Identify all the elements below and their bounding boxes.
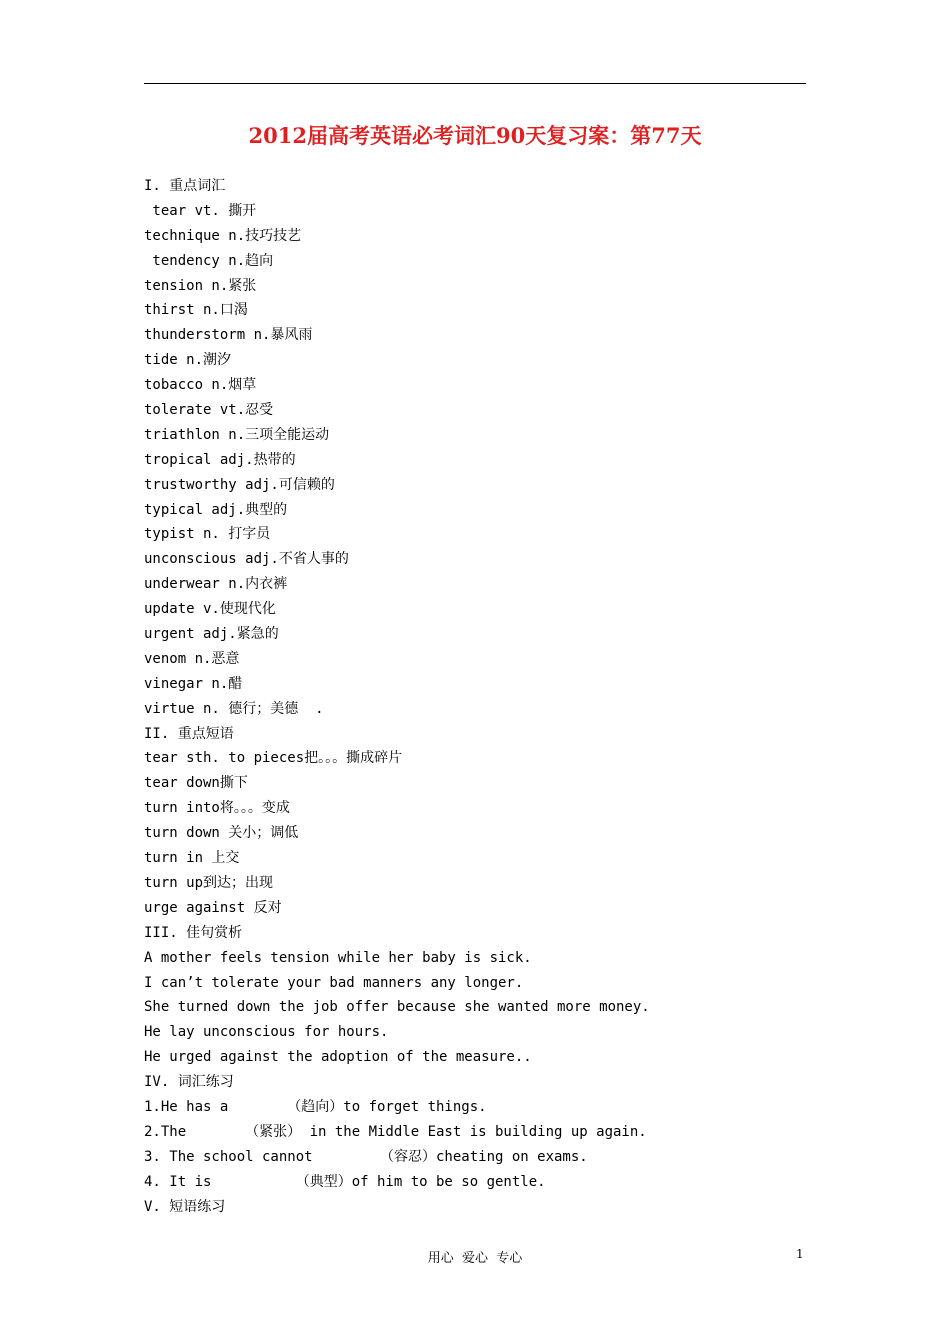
vocab-line: typical adj.典型的 <box>144 501 288 518</box>
sentence-line: He lay unconscious for hours. <box>144 1024 389 1041</box>
vocab-line: tear vt. 撕开 <box>144 202 257 219</box>
section-heading: III. 佳句赏析 <box>144 924 243 941</box>
vocab-line: triathlon n.三项全能运动 <box>144 426 330 443</box>
vocab-line: tendency n.趋向 <box>144 252 274 269</box>
sentence-line: I can’t tolerate your bad manners any longer. <box>144 974 524 991</box>
section-heading: V. 短语练习 <box>144 1198 226 1215</box>
vocab-line: tide n.潮汐 <box>144 352 232 369</box>
sentence-line: He urged against the adoption of the measure.. <box>144 1049 532 1066</box>
section-heading: IV. 词汇练习 <box>144 1074 234 1091</box>
phrase-line: tear down撕下 <box>144 775 248 792</box>
sentence-line: She turned down the job offer because she wanted more money. <box>144 999 650 1016</box>
vocab-line: underwear n.内衣裤 <box>144 576 288 593</box>
vocab-line: technique n.技巧技艺 <box>144 227 302 244</box>
vocab-line: urgent adj.紧急的 <box>144 626 279 643</box>
exercise-line: 2.The （紧张） in the Middle East is building up again. <box>144 1123 647 1140</box>
vocab-line: tension n.紧张 <box>144 277 257 294</box>
vocab-line: typist n. 打字员 <box>144 526 271 543</box>
page-footer: 用心 爱心 专心 <box>427 1251 523 1266</box>
phrase-line: tear sth. to pieces把。。。撕成碎片 <box>144 750 403 767</box>
vocab-line: update v.使现代化 <box>144 601 276 618</box>
exercise-line: 1.He has a （趋向）to forget things. <box>144 1098 487 1115</box>
phrase-line: turn down 关小；调低 <box>144 825 299 842</box>
section-heading: I. 重点词汇 <box>144 178 226 194</box>
exercise-line: 3. The school cannot （容忍）cheating on exams. <box>144 1148 588 1165</box>
vocab-line: trustworthy adj.可信赖的 <box>144 476 335 493</box>
document-body <box>144 174 806 1219</box>
vocab-line: unconscious adj.不省人事的 <box>144 551 349 568</box>
phrase-line: urge against 反对 <box>144 899 282 916</box>
vocab-line: virtue n. 德行；美德 . <box>144 700 324 717</box>
header-rule <box>144 83 806 84</box>
vocab-line: thirst n.口渴 <box>144 302 248 319</box>
vocab-line: tolerate vt.忍受 <box>144 402 274 419</box>
page-number: 1 <box>796 1247 804 1261</box>
phrase-line: turn in 上交 <box>144 850 240 867</box>
phrase-line: turn up到达；出现 <box>144 874 274 891</box>
vocab-line: vinegar n.醋 <box>144 675 243 692</box>
exercise-line: 4. It is （典型）of him to be so gentle. <box>144 1173 546 1190</box>
vocab-line: venom n.恶意 <box>144 650 240 667</box>
vocab-line: thunderstorm n.暴风雨 <box>144 327 313 344</box>
sentence-line: A mother feels tension while her baby is sick. <box>144 949 532 966</box>
vocab-line: tobacco n.烟草 <box>144 377 257 394</box>
document-title: 2012届高考英语必考词汇90天复习案：第77天 <box>248 123 702 148</box>
section-heading: II. 重点短语 <box>144 725 234 742</box>
phrase-line: turn into将。。。变成 <box>144 800 290 817</box>
vocab-line: tropical adj.热带的 <box>144 451 296 468</box>
